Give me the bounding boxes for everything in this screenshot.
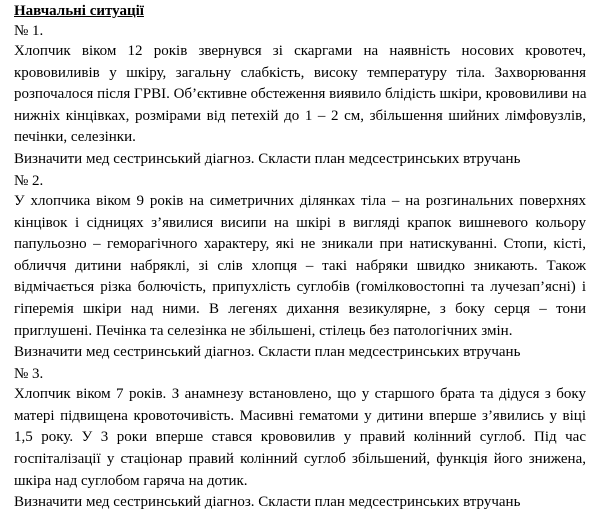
situation-description <box>14 41 586 149</box>
situation-3 <box>14 364 586 512</box>
text-line: розпочалося після ГРВІ. Об’єктивне обстеження виявило блідість шкіри, крововиливи на <box>14 86 587 103</box>
text-line: матері підвищена кровоточивість. Масивні гематоми у дитини вперше з’явились у віці <box>14 407 586 424</box>
situation-description <box>14 191 586 342</box>
text-line: Хлопчик віком 12 років звернувся зі скаргами на наявність носових кровотеч, <box>14 43 586 59</box>
document-page <box>14 2 586 514</box>
situation-2 <box>14 171 586 362</box>
text-line: кінцівок і сідницях з’явилися висипи на шкірі в вигляді крапок вишневого кольору <box>14 214 586 231</box>
text-line: печінки, селезінки. <box>14 129 136 146</box>
text-line: приглушені. Печінка та селезінка не збільшені, стілець без патологічних змін. <box>14 322 513 339</box>
text-line: шкіра над суглобом гаряча на дотик. <box>14 472 248 489</box>
text-line: відмічається різка болючість, припухлість суглобів (гомілковостопні та лучезап’ясні) і <box>14 279 586 296</box>
situation-task: Визначити мед сестринський діагноз. Скласти план медсестринських втручань <box>14 150 521 167</box>
text-line: У хлопчика віком 9 років на симетричних ділянках тіла – на розгинальних поверхнях <box>14 192 586 209</box>
text-line: гіперемія шкіри над ними. В легенях дихання везикулярне, з боку серця – тони <box>14 300 586 317</box>
text-line: госпіталізації у стаціонар правий колінний суглоб збільшений, функція його знижена, <box>14 450 586 467</box>
text-line: обличчя дитини набряклі, зі слів хлопця – такі набряки швидко зникають. Також <box>14 257 586 274</box>
situation-description <box>14 384 586 492</box>
text-line: Хлопчик віком 7 років. З анамнезу встановлено, що у старшого брата та дідуся з боку <box>14 386 586 403</box>
situation-number: № 1. <box>14 23 44 39</box>
text-line: крововиливів у шкіру, загальну слабкість, високу температуру тіла. Захворювання <box>14 64 586 81</box>
text-line: папульозно – геморагічного характеру, які не зникали при натискуванні. Стопи, кісті, <box>14 236 586 253</box>
situation-1 <box>14 21 586 169</box>
situation-number: № 2. <box>14 172 44 189</box>
situation-task: Визначити мед сестринський діагноз. Скласти план медсестринських втручань <box>14 344 521 361</box>
text-line: нижніх кінцівках, розмірами від петехій до 1 – 2 см, збільшення шийних лімфовузлів, <box>14 107 586 124</box>
situation-number: № 3. <box>14 366 44 383</box>
text-line: 1,5 року. У 3 роки вперше стався крововилив у правий колінний суглоб. Під час <box>14 429 586 446</box>
situation-task: Визначити мед сестринський діагноз. Скласти план медсестринських втручань <box>14 494 521 511</box>
document-title: Навчальні ситуації <box>14 3 144 19</box>
